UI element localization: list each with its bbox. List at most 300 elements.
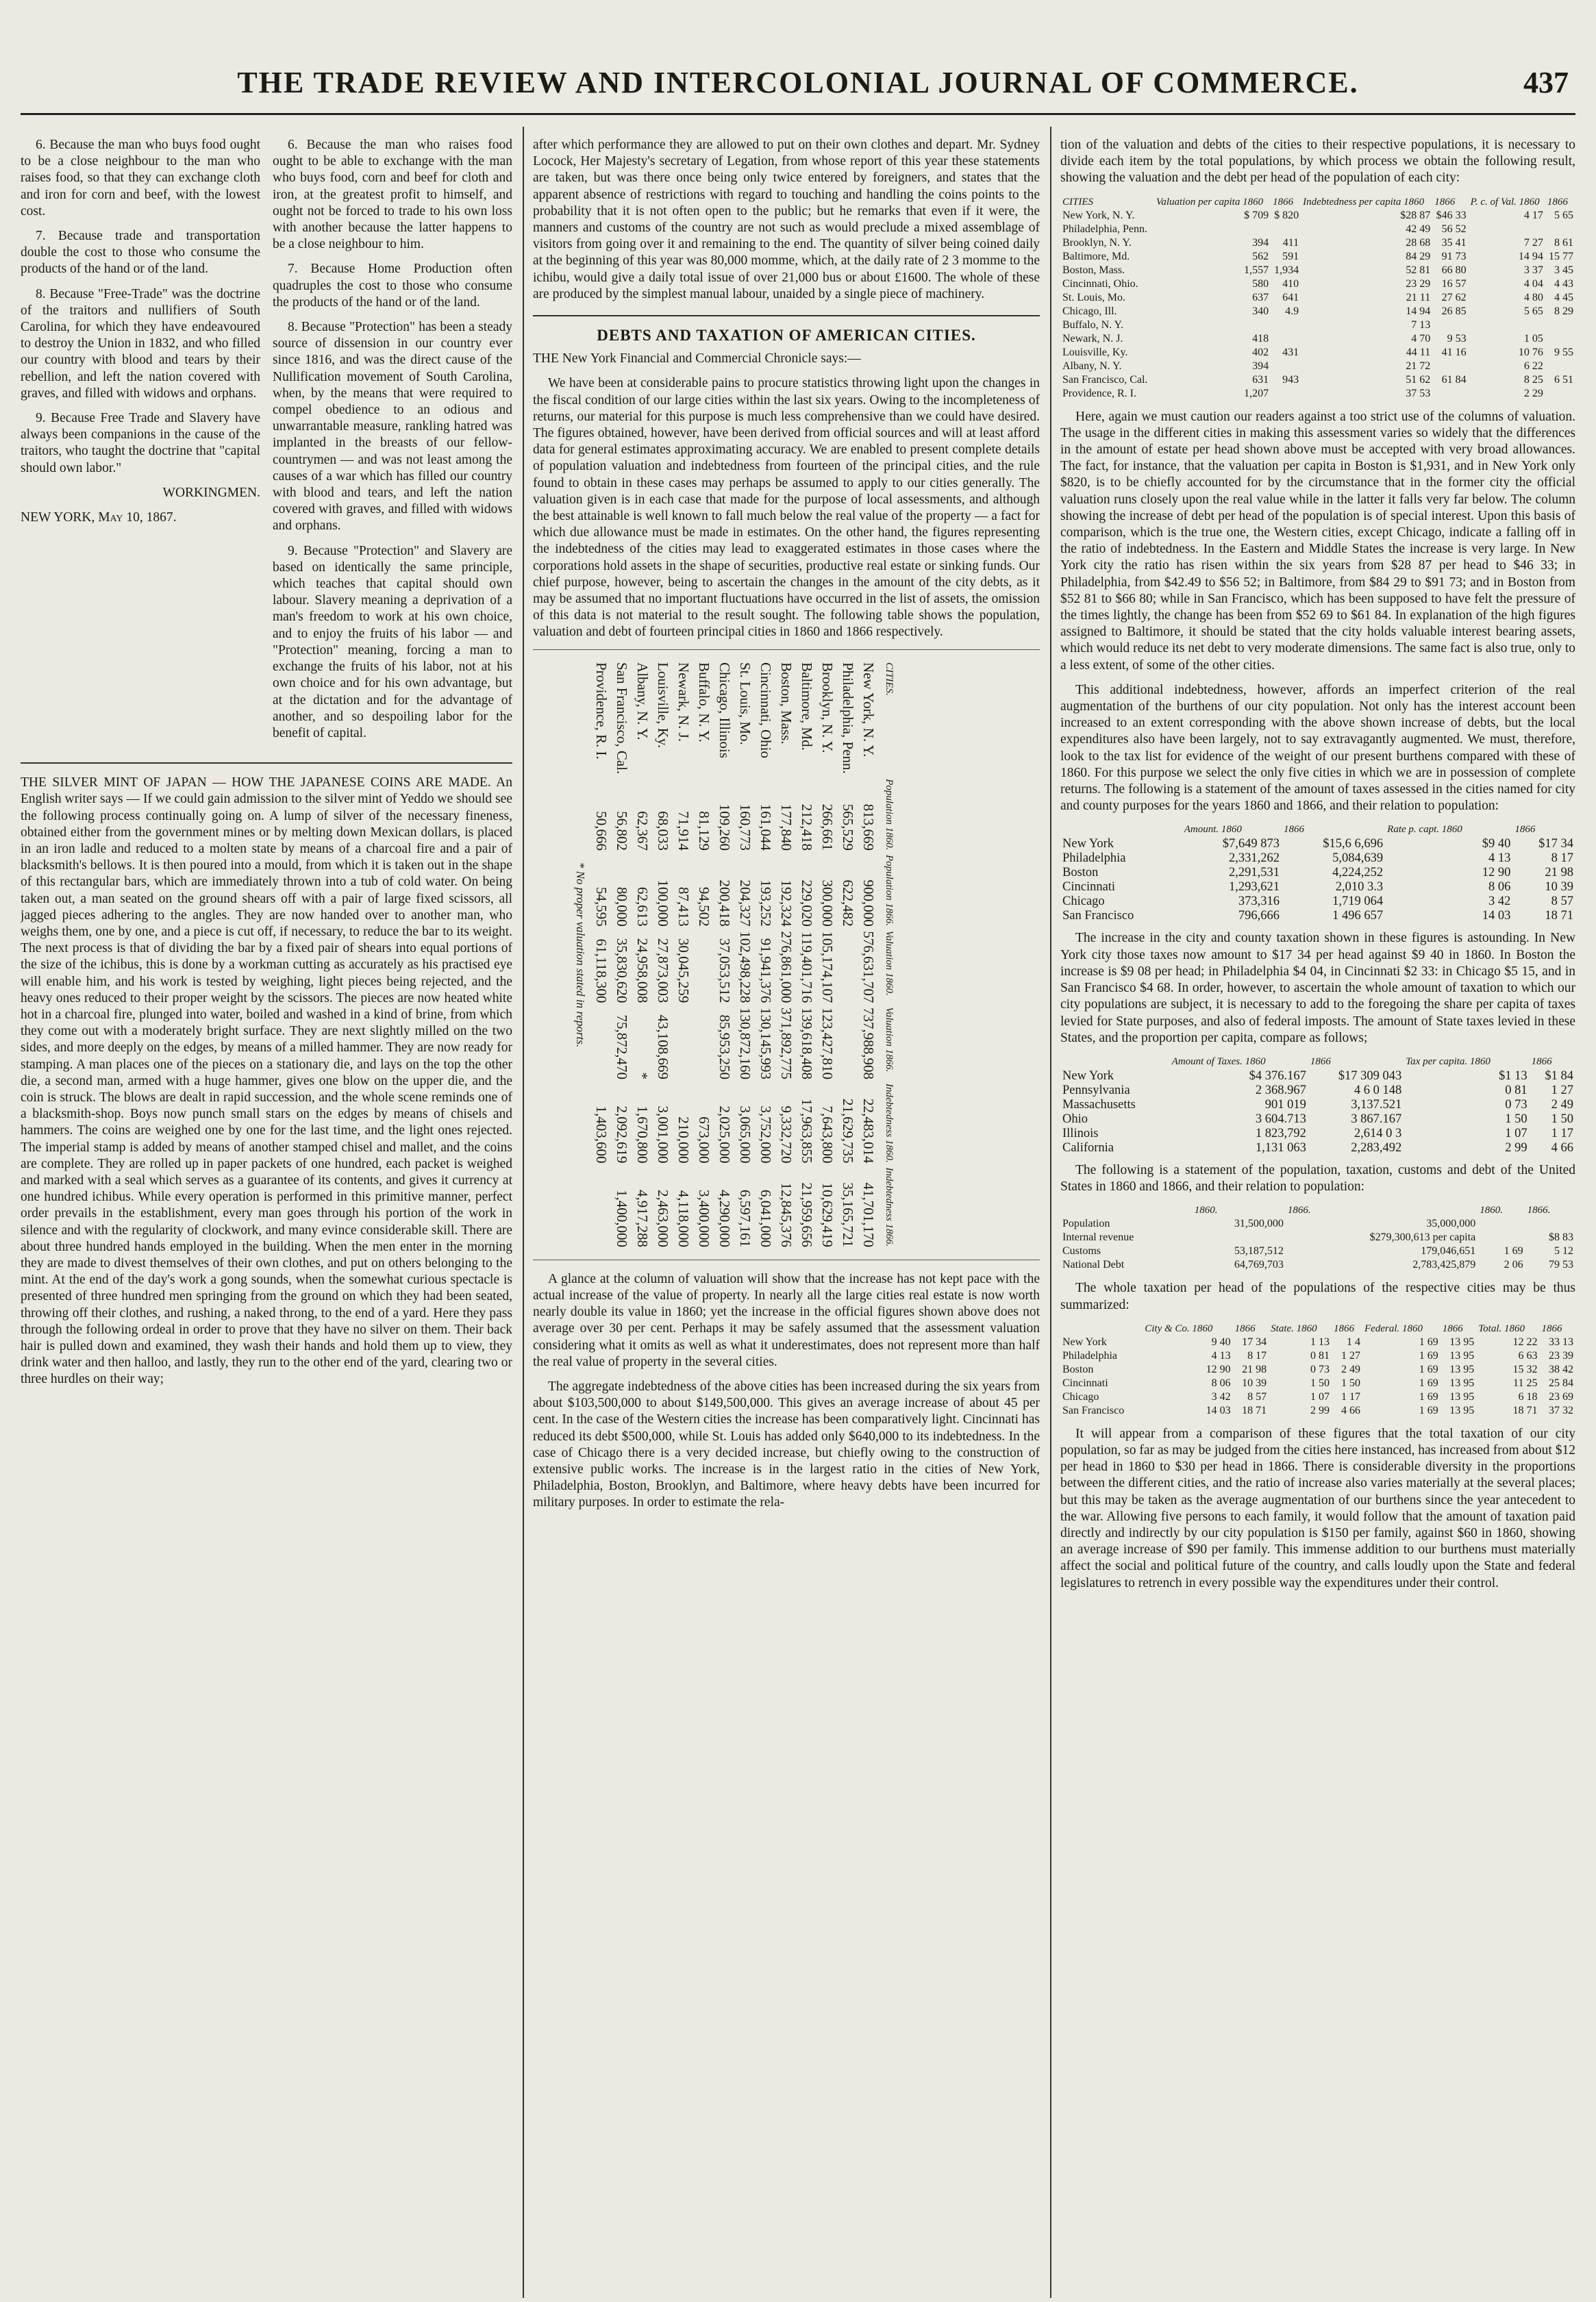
row-label: New York xyxy=(1062,1068,1114,1083)
table-cell: 641 xyxy=(1282,291,1299,303)
article-body: It will appear from a comparison of these figures that the total taxation of our city population, so far as may be judged from the cities here instanced, has increased from about $12 per head in 1860 to $30 per head in 1866. There is considerable diversity in the proportions between the different cities, and the ratio of increase also varies materially at the several places; but this may be taken as the average augmentation of our burthens since the year antecedent to the war. Allowing five persons to each family, it would follow that the amount of taxation paid directly and indirectly by our city population is $150 per family, against $60 in 1860, showing an average increase of $90 per family. This immense addition to our burthens must materially affect the social and political future of the country, and calls loudly upon the State and federal legislatures to retrench in every possible way the expenditures under their control. xyxy=(1060,1426,1575,1590)
table-cell xyxy=(1432,360,1468,373)
row-label: Chicago xyxy=(1062,1390,1099,1403)
table-cell: 23 69 xyxy=(1549,1390,1573,1403)
table-cell: 35 41 xyxy=(1441,236,1467,249)
table-row xyxy=(1060,1349,1575,1363)
table-cell: 300,000 xyxy=(819,879,836,927)
section-divider xyxy=(533,315,1040,316)
table-cell: 100,000 xyxy=(655,879,672,927)
table-cell: 4 17 xyxy=(1523,209,1543,221)
table-cell: 2,783,425,879 xyxy=(1412,1259,1476,1271)
page-header xyxy=(21,65,1575,115)
table-cell: 1 50 xyxy=(1310,1377,1330,1389)
table-cell xyxy=(1432,387,1468,401)
table-cell: 50,666 xyxy=(593,810,610,851)
table-row xyxy=(1060,1217,1575,1231)
table-cell xyxy=(591,1005,612,1081)
table-cell: 4 80 xyxy=(1523,291,1543,303)
table-cell: 631 xyxy=(1252,373,1269,386)
article-body: The whole taxation per head of the populations of the respective cities may be thus summarized: xyxy=(1060,1281,1575,1312)
table-cell: 8 57 xyxy=(1247,1390,1267,1403)
table-row xyxy=(1060,1084,1575,1098)
row-label: Chicago, Illinois xyxy=(716,662,734,758)
table-cell: 3,065,000 xyxy=(737,1105,754,1164)
table-cell: 9,332,720 xyxy=(778,1105,795,1164)
table-header: 1866. xyxy=(1527,1205,1551,1216)
total-taxation-table xyxy=(1060,1322,1575,1418)
city-statistics-table xyxy=(591,660,899,1249)
table-row xyxy=(1060,1244,1575,1258)
table-row xyxy=(714,660,735,1249)
table-cell: 179,046,651 xyxy=(1421,1245,1476,1258)
table-cell: 56 52 xyxy=(1441,223,1467,235)
table-cell: 7 27 xyxy=(1523,236,1543,249)
city-taxes-table xyxy=(1060,823,1575,923)
table-cell: 27 62 xyxy=(1441,291,1467,303)
table-cell: 2 49 xyxy=(1341,1363,1360,1375)
table-row xyxy=(1060,1336,1575,1349)
table-header: 1866 xyxy=(1541,1323,1562,1334)
table-cell: 37 32 xyxy=(1549,1404,1573,1416)
table-cell: 2,291,531 xyxy=(1228,866,1280,880)
table-cell: 1 496 657 xyxy=(1332,909,1384,923)
table-body xyxy=(1060,209,1575,401)
table-cell: 130,145,993 xyxy=(758,1007,775,1079)
table-cell xyxy=(838,928,858,1005)
table-header: 1866 xyxy=(1547,196,1568,208)
table-cell: 622,482 xyxy=(840,879,857,927)
table-row xyxy=(797,660,817,1249)
table-cell: 212,418 xyxy=(799,803,816,851)
table-header: 1860. xyxy=(1480,1205,1504,1216)
point-paragraph: 6. Because the man who raises food ought to be able to exchange with the man who buys food, corn and beef for cloth and iron, at the greatest profit to himself, and ought not be forced to trade to his own loss with another because the latter happens to be a close neighbour to him. xyxy=(273,138,512,252)
city-statistics-table-rotated xyxy=(572,660,899,1249)
table-body xyxy=(1060,1069,1575,1155)
table-cell: 2 99 xyxy=(1310,1404,1330,1416)
row-label: Brooklyn, N. Y. xyxy=(1062,236,1132,249)
row-label: Cincinnati, Ohio xyxy=(758,662,775,758)
table-row xyxy=(1060,880,1575,894)
row-label: Boston xyxy=(1062,866,1099,880)
table-cell: 1 50 xyxy=(1551,1112,1573,1126)
table-cell: 796,666 xyxy=(1238,909,1280,923)
table-cell: 3,001,000 xyxy=(655,1105,672,1164)
table-row xyxy=(817,660,838,1249)
table-cell: 193,252 xyxy=(758,879,775,927)
table-cell: 3 42 xyxy=(1488,894,1511,909)
table-cell: 80,000 xyxy=(614,886,631,927)
table-row xyxy=(1060,1127,1575,1141)
table-cell: 31,500,000 xyxy=(1234,1218,1284,1230)
table-cell: 41,701,170 xyxy=(860,1182,877,1247)
table-cell: 8 17 xyxy=(1551,851,1573,866)
table-header xyxy=(1060,1055,1170,1069)
table-cell xyxy=(1154,223,1271,236)
table-cell: 15 77 xyxy=(1549,250,1573,262)
silver-mint-continuation: after which performance they are allowed to put on their own clothes and depart. Mr. Sydney Locock, Her Majesty's secretary of Legation, from whose report of this year these statements are taken, but was there once being only twice entered by foreigners, and states that the apparent absence of restrictions with regard to touching and handling the coins points to the probability that it is not often open to the public; but he remarks that even if it were, the manners and customs of the country are not such as would preclude a mixed assemblage of visitors from going over it and remaining to the end. The quantity of silver being coined daily at the beginning of this year was 80,000 momme, which, at the daily rate of 2 3 momme to the ichibu, would give a daily total issue of over 21,000 bus or about £1600. The whole of these are produced by the simplest manual labour, unaided by a single piece of machinery. xyxy=(533,138,1040,301)
table-cell: 1,934 xyxy=(1274,264,1299,276)
row-label: Population xyxy=(1062,1218,1110,1230)
table-cell: 0 81 xyxy=(1505,1083,1528,1097)
table-header: 1866 xyxy=(1442,1323,1463,1334)
table-cell: 1 69 xyxy=(1419,1390,1438,1403)
table-cell: 8 06 xyxy=(1211,1377,1231,1389)
table-cell: 87,413 xyxy=(675,886,693,927)
table-cell: 373,316 xyxy=(1238,894,1280,909)
table-cell xyxy=(591,1165,612,1249)
table-cell: 6,041,000 xyxy=(758,1189,775,1247)
table-cell: 41 16 xyxy=(1441,346,1467,358)
table-header: 1860. xyxy=(1194,1205,1218,1216)
table-cell: 4 66 xyxy=(1551,1140,1573,1155)
table-cell: $9 40 xyxy=(1482,837,1511,851)
table-cell: 23 29 xyxy=(1406,277,1431,290)
table-cell xyxy=(1469,223,1545,236)
table-header: Valuation per capita 1860 xyxy=(1156,196,1264,208)
table-cell: 102,498,228 xyxy=(737,931,754,1003)
table-row xyxy=(1060,236,1575,250)
table-cell: 42 49 xyxy=(1406,223,1431,235)
table-cell: 1,719 064 xyxy=(1332,894,1384,909)
table-cell: 1 69 xyxy=(1419,1404,1438,1416)
article-body: We have been at considerable pains to procure statistics throwing light upon the changes in the fiscal condition of our large cities within the last six years. Owing to the incompleteness of returns, our material for this purpose is much less comprehensive than we could have desired. The figures obtained, however, have been derived from official sources and will at least afford data for general estimates approximating accuracy. We are enabled to present complete details of population valuation and indebtedness from fourteen of the principal cities, and the rule found to obtain in these cases may perhaps be assumed to apply to our cities generally. The valuation given is in each case that made for the purpose of local assessments, and although the best attainable is well known to fall much below the real value of the property — a fact for which due allowance must be made in estimates. On the other hand, the figures representing the indebtedness of the cities may lead to exaggerated estimates in those cases where the corporations hold assets in the shape of securities, productive real estate or sinking funds. Our chief purpose, however, being to ascertain the changes in the amount of the city debts, as it may be assumed that no important fluctuations have occurred in the list of assets, the omission of this data is not material to the result sought. The following table shows the population, valuation and debt of fourteen principal cities in 1860 and 1866 respectively. xyxy=(533,376,1040,640)
table-cell: 81,129 xyxy=(696,810,713,851)
table-cell: 266,661 xyxy=(819,803,836,851)
table-cell: 371,892,775 xyxy=(778,1007,795,1079)
table-cell: 105,174,107 xyxy=(819,931,836,1003)
table-cell: 84 29 xyxy=(1406,250,1431,262)
table-cell: 160,773 xyxy=(737,803,754,851)
table-body xyxy=(1060,837,1575,923)
table-cell: 21 98 xyxy=(1545,866,1573,880)
table-cell: 85,953,250 xyxy=(716,1014,734,1079)
table-cell: 4,118,000 xyxy=(675,1190,693,1247)
table-cell: 61 84 xyxy=(1441,373,1467,386)
table-cell: 79 53 xyxy=(1549,1259,1573,1271)
table-body xyxy=(1060,1217,1575,1272)
table-row xyxy=(1060,1404,1575,1418)
row-label: San Francisco xyxy=(1062,909,1134,923)
table-header-row xyxy=(1060,195,1575,209)
row-label: San Francisco, Cal. xyxy=(614,662,631,774)
table-cell: 4 66 xyxy=(1341,1404,1360,1416)
table-cell: 2 49 xyxy=(1551,1097,1573,1112)
table-cell: 35,830,620 xyxy=(614,938,631,1003)
row-label: New York, N. Y. xyxy=(860,662,877,757)
point-paragraph: 8. Because "Free-Trade" was the doctrine of the traitors and nullifiers of South Carolina, for which they have endeavoured to destroy the Union in 1832, and who filled our country with blood and tears by their rebellion, and left the nation covered with graves, and filled with widows and orphans. xyxy=(21,286,260,401)
row-label: Chicago xyxy=(1062,894,1105,909)
table-cell: $28 87 xyxy=(1400,209,1431,221)
table-header: Indebtedness 1866. xyxy=(884,1167,895,1247)
table-cell: 68,033 xyxy=(655,810,672,851)
row-label: New York xyxy=(1062,1336,1107,1348)
table-cell: 52 81 xyxy=(1406,264,1431,276)
table-cell: 24,958,008 xyxy=(634,938,651,1003)
table-row xyxy=(1060,1258,1575,1272)
row-label: Providence, R. I. xyxy=(1062,387,1136,399)
table-cell: 62,367 xyxy=(634,810,651,851)
table-cell: 6 22 xyxy=(1523,360,1543,372)
table-row xyxy=(612,660,632,1249)
journal-title: THE TRADE REVIEW AND INTERCOLONIAL JOURNAL OF COMMERCE. xyxy=(237,66,1359,99)
table-cell: 43,108,669 xyxy=(655,1014,672,1079)
table-cell: 737,988,908 xyxy=(860,1007,877,1079)
table-cell: 4 13 xyxy=(1211,1349,1231,1362)
table-cell: 21,959,656 xyxy=(799,1182,816,1247)
table-cell: 0 73 xyxy=(1505,1097,1528,1112)
table-header-row xyxy=(1060,1203,1575,1217)
table-cell: 54,595 xyxy=(593,886,610,927)
table-row xyxy=(1060,1390,1575,1404)
table-cell: 6 51 xyxy=(1554,373,1573,386)
table-cell: 37,053,512 xyxy=(716,938,734,1003)
table-header: 1866 xyxy=(1234,1323,1256,1334)
row-label: Philadelphia, Penn. xyxy=(840,662,857,774)
table-cell: 44 11 xyxy=(1406,346,1431,358)
table-header: State. 1860 xyxy=(1271,1323,1317,1334)
table-header-row xyxy=(1060,1322,1575,1336)
table-cell: 1,403,600 xyxy=(593,1105,610,1164)
table-cell: 340 xyxy=(1252,305,1269,317)
table-header: Tax per capita. 1860 xyxy=(1406,1055,1491,1067)
table-cell: 1,131 063 xyxy=(1255,1140,1306,1155)
table-cell: 14 94 xyxy=(1518,250,1543,262)
table-cell: 2 06 xyxy=(1504,1259,1523,1271)
per-capita-table xyxy=(1060,195,1575,401)
table-row xyxy=(1060,1377,1575,1390)
table-cell: 8 17 xyxy=(1247,1349,1267,1362)
table-cell xyxy=(1545,360,1575,373)
point-paragraph: 7. Because trade and transportation double the cost to those who consume the products of the hand or of the land. xyxy=(21,229,260,277)
table-row xyxy=(838,660,858,1249)
table-cell: 229,020 xyxy=(799,879,816,927)
table-header: Indebtedness 1860. xyxy=(884,1083,895,1163)
table-cell: 109,260 xyxy=(716,803,734,851)
table-cell: 1 69 xyxy=(1419,1377,1438,1389)
table-cell: 9 53 xyxy=(1447,332,1467,345)
table-cell: 12,845,376 xyxy=(778,1182,795,1247)
table-header: 1866 xyxy=(1514,824,1536,836)
table-cell: 1 17 xyxy=(1551,1126,1573,1140)
table-cell xyxy=(1545,387,1575,401)
table-row xyxy=(1060,866,1575,880)
article-heading: THE SILVER MINT OF JAPAN — HOW THE JAPANESE COINS ARE MADE. xyxy=(21,775,491,790)
table-cell: 14 03 xyxy=(1482,909,1511,923)
table-cell xyxy=(1271,360,1301,373)
table-row xyxy=(1060,909,1575,923)
table-cell: 3 604.713 xyxy=(1255,1112,1306,1126)
article-body: This additional indebtedness, however, affords an imperfect criterion of the real augmentation of the burthens of our city population. Not only has the interest account been increased to an extent corresponding with the above shown increase of debts, but the local expenditures also have been largely, not to say extravagantly augmented. We must, therefore, look to the tax list for evidence of the weight of our present burthens compared with these of 1860. For this purpose we select the only five cities in which we are in possession of complete returns. The following is a statement of the amount of taxes assessed in the cities named for city and county purposes for the years 1860 and 1866, and their relation to population: xyxy=(1060,682,1575,814)
table-cell: 161,044 xyxy=(758,803,775,851)
table-cell: 2,331,262 xyxy=(1228,851,1280,866)
row-label: Louisville, Ky. xyxy=(655,662,672,748)
table-header: 1866 xyxy=(1310,1055,1331,1067)
table-header xyxy=(1060,1322,1143,1336)
article-body: A glance at the column of valuation will show that the increase has not kept pace with the actual increase of the value of property. In nearly all the large cities real estate is now worth nearly double its value in 1860; yet the increase in the official figures shown above does not average over 30 per cent. Perhaps it may be safely assumed that the assessment valuation considering what it omits as well as what it underestimates, does not represent more than half the real value of property in the several cities. xyxy=(533,1271,1040,1369)
table-cell: 2,025,000 xyxy=(716,1105,734,1164)
table-cell: 21 98 xyxy=(1242,1363,1267,1375)
page-number: 437 xyxy=(1523,66,1569,99)
table-cell: 4,917,288 xyxy=(634,1189,651,1247)
table-cell xyxy=(673,1005,694,1081)
table-cell xyxy=(1545,332,1575,346)
table-cell: 1 69 xyxy=(1504,1245,1523,1258)
table-cell: $1 84 xyxy=(1545,1068,1573,1083)
protection-points xyxy=(273,137,512,750)
column-rule xyxy=(523,127,524,2298)
table-cell: 1 07 xyxy=(1505,1126,1528,1140)
table-cell: 3,400,000 xyxy=(696,1189,713,1247)
free-trade-points xyxy=(21,137,260,750)
row-label: Customs xyxy=(1062,1245,1101,1258)
row-label: Boston, Mass. xyxy=(1062,264,1125,276)
table-cell: 411 xyxy=(1282,236,1299,249)
row-label: Buffalo, N. Y. xyxy=(696,662,713,742)
table-cell: 394 xyxy=(1252,360,1269,372)
table-cell: 204,327 xyxy=(737,879,754,927)
table-cell: 13 95 xyxy=(1449,1377,1475,1389)
federal-table xyxy=(1060,1203,1575,1272)
table-cell: 1 27 xyxy=(1341,1349,1360,1362)
table-cell: 4 43 xyxy=(1554,277,1573,290)
article-body: The following is a statement of the population, taxation, customs and debt of the United States in 1860 and 1866, and their relation to population: xyxy=(1060,1162,1575,1194)
table-cell: 71,914 xyxy=(675,810,693,851)
point-paragraph: 9. Because Free Trade and Slavery have always been companions in the cause of the traitors, who taught the doctrine that "capital should own labor." xyxy=(21,411,260,475)
table-row xyxy=(591,660,612,1249)
table-cell: 200,418 xyxy=(716,879,734,927)
point-paragraph: 9. Because "Protection" and Slavery are based on identically the same principle, which teaches that capital should own labour. Slavery meaning a deprivation of a man's freedom to work at his own choice, and to enjoy the fruits of his labor — and "Protection" meaning, forcing a man to exchange the fruits of his labor, not at his own choice and for his own advantage, but at the dictation and for the advantage of another, and so despoiling labor for the benefit of capital. xyxy=(273,543,512,740)
table-cell xyxy=(1545,223,1575,236)
row-label: Baltimore, Md. xyxy=(1062,250,1130,262)
table-header-row xyxy=(1060,1055,1575,1069)
table-footnote: * No proper valuation stated in reports. xyxy=(574,862,588,1047)
row-label: Louisville, Ky. xyxy=(1062,346,1128,358)
table-cell: 2,283,492 xyxy=(1351,1140,1402,1155)
table-cell: 13 95 xyxy=(1449,1404,1475,1416)
table-cell: 2,463,000 xyxy=(655,1189,672,1247)
row-label: Cincinnati xyxy=(1062,880,1116,894)
table-header: Indebtedness per capita 1860 xyxy=(1303,196,1425,208)
row-label: Internal revenue xyxy=(1062,1231,1134,1244)
table-row xyxy=(673,660,694,1249)
table-cell: 38 42 xyxy=(1549,1363,1573,1375)
table-cell xyxy=(1477,1231,1525,1244)
table-cell: 15 32 xyxy=(1512,1363,1538,1375)
table-cell: 13 95 xyxy=(1449,1363,1475,1375)
table-row xyxy=(1060,1363,1575,1377)
table-cell: 91,941,376 xyxy=(758,938,775,1003)
row-label: Albany, N. Y. xyxy=(634,662,651,740)
table-cell: 130,872,160 xyxy=(737,1007,754,1079)
table-cell: 3 45 xyxy=(1554,264,1573,276)
row-label: San Francisco xyxy=(1062,1404,1125,1416)
table-header: Amount of Taxes. 1860 xyxy=(1171,1055,1266,1067)
table-cell: 16 57 xyxy=(1441,277,1467,290)
table-cell: 5 65 xyxy=(1523,305,1543,317)
table-header: 1866. xyxy=(1287,1205,1311,1216)
table-cell: 1 13 xyxy=(1310,1336,1330,1348)
row-label: Chicago, Ill. xyxy=(1062,305,1117,317)
table-cell: 4,290,000 xyxy=(716,1189,734,1247)
table-row xyxy=(1060,894,1575,909)
table-cell: 1 27 xyxy=(1551,1083,1573,1097)
row-label: St. Louis, Mo. xyxy=(1062,291,1126,303)
table-cell xyxy=(1271,318,1301,332)
row-label: Illinois xyxy=(1062,1126,1099,1140)
table-body xyxy=(591,660,879,1249)
table-row xyxy=(1060,373,1575,387)
table-cell: 28 68 xyxy=(1406,236,1431,249)
row-label: National Debt xyxy=(1062,1259,1125,1271)
table-cell: 18 71 xyxy=(1512,1404,1538,1416)
table-cell: $46 33 xyxy=(1436,209,1467,221)
column-3 xyxy=(1060,137,1575,2288)
table-cell: 2,010 3.3 xyxy=(1335,880,1384,894)
table-cell: 10 39 xyxy=(1242,1377,1267,1389)
column-2 xyxy=(533,137,1040,2288)
table-row xyxy=(1060,250,1575,264)
row-label: Pennsylvania xyxy=(1062,1083,1130,1097)
table-cell: 580 xyxy=(1252,277,1269,290)
table-cell: 56,802 xyxy=(614,810,631,851)
table-cell: 4,224,252 xyxy=(1332,866,1384,880)
table-cell: 1 4 xyxy=(1347,1336,1360,1348)
table-cell: 3 867.167 xyxy=(1351,1112,1402,1126)
table-header-row xyxy=(879,660,899,1249)
table-cell: 3,752,000 xyxy=(758,1105,775,1164)
table-cell: 276,861,000 xyxy=(778,931,795,1003)
table-cell: 576,631,707 xyxy=(860,931,877,1003)
table-cell: 4 04 xyxy=(1523,277,1543,290)
table-row xyxy=(1060,837,1575,851)
table-cell: 21 11 xyxy=(1406,291,1431,303)
table-cell: $15,6 6,696 xyxy=(1323,837,1384,851)
table-header: Population 1860. xyxy=(884,778,895,851)
table-cell: 4 45 xyxy=(1554,291,1573,303)
table-cell: 13 95 xyxy=(1449,1349,1475,1362)
column-1 xyxy=(21,137,512,2288)
table-cell: $ 709 xyxy=(1244,209,1269,221)
table-cell: 35,165,721 xyxy=(840,1182,857,1247)
table-cell: 673,000 xyxy=(696,1116,713,1164)
row-label: Boston xyxy=(1062,1363,1094,1375)
table-row xyxy=(1060,305,1575,318)
table-row xyxy=(1060,1098,1575,1112)
table-cell: 1 17 xyxy=(1341,1390,1360,1403)
table-cell: 14 94 xyxy=(1406,305,1431,317)
table-cell: * xyxy=(634,1072,651,1079)
table-cell: 1,670,800 xyxy=(634,1105,651,1164)
state-taxes-table xyxy=(1060,1055,1575,1155)
table-cell: 13 95 xyxy=(1449,1336,1475,1348)
table-header: CITIES xyxy=(1062,196,1093,208)
table-cell: 33 13 xyxy=(1549,1336,1573,1348)
table-cell: 7 13 xyxy=(1411,318,1431,331)
table-cell: 6 63 xyxy=(1518,1349,1538,1362)
table-cell: 25 84 xyxy=(1549,1377,1573,1389)
article-body: tion of the valuation and debts of the cities to their respective populations, it is necessary to divide each item by the total populations, by which process we obtain the following result, showing the valuation and the debt per head of the population of each city: xyxy=(1060,138,1575,186)
table-header: 1866 xyxy=(1334,1323,1355,1334)
row-label: Newark, N. J. xyxy=(1062,332,1123,345)
table-cell: 431 xyxy=(1282,346,1299,358)
table-cell: 8 29 xyxy=(1554,305,1573,317)
table-header: 1866 xyxy=(1531,1055,1552,1067)
table-cell: 1,207 xyxy=(1244,387,1269,399)
table-cell: 402 xyxy=(1252,346,1269,358)
row-label: New York xyxy=(1062,837,1114,851)
table-cell: 562 xyxy=(1252,250,1269,262)
